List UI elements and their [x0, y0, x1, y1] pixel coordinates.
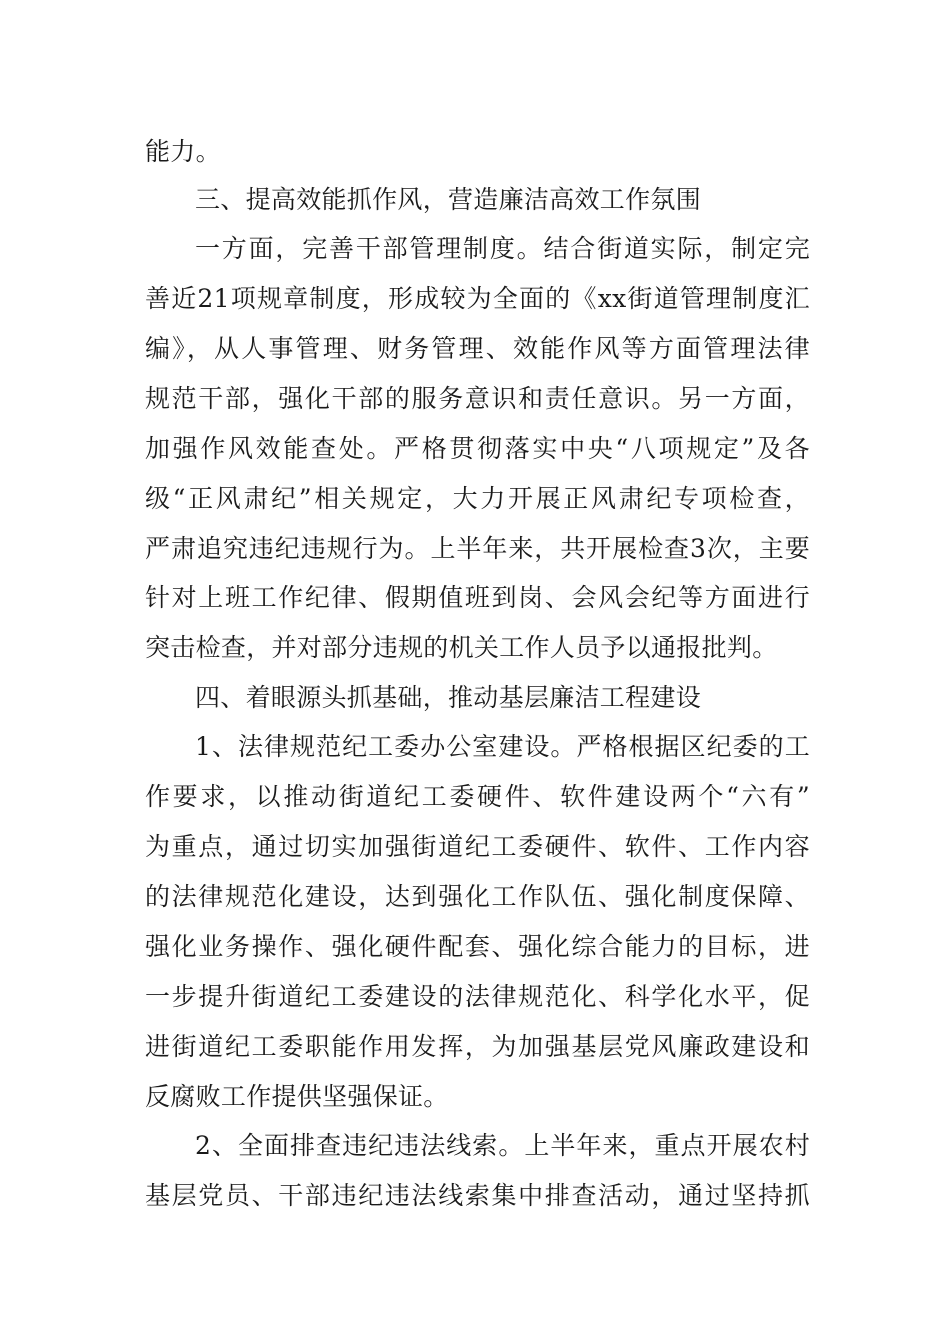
text-line: 强化业务操作、强化硬件配套、强化综合能力的目标，进 — [145, 932, 810, 961]
text-line: 编》，从人事管理、财务管理、效能作风等方面管理法律 — [145, 334, 810, 363]
text-line: 反腐败工作提供坚强保证。 — [145, 1082, 449, 1111]
text-line: 的法律规范化建设，达到强化工作队伍、强化制度保障、 — [145, 882, 810, 911]
text-line: 一方面，完善干部管理制度。结合街道实际，制定完 — [195, 234, 810, 263]
text-line: 进街道纪工委职能作用发挥，为加强基层党风廉政建设和 — [145, 1032, 810, 1061]
section-heading: 三、提高效能抓作风，营造廉洁高效工作氛围 — [195, 185, 702, 214]
text-line: 突击检查，并对部分违规的机关工作人员予以通报批判。 — [145, 633, 778, 662]
section-heading: 四、着眼源头抓基础，推动基层廉洁工程建设 — [195, 683, 702, 712]
text-line: 2、全面排查违纪违法线索。上半年来，重点开展农村 — [195, 1131, 810, 1160]
text-line: 针对上班工作纪律、假期值班到岗、会风会纪等方面进行 — [145, 583, 810, 612]
text-line: 严肃追究违纪违规行为。上半年来，共开展检查3次，主要 — [145, 534, 810, 563]
text-line: 为重点，通过切实加强街道纪工委硬件、软件、工作内容 — [145, 832, 810, 861]
text-line: 善近21项规章制度，形成较为全面的《xx街道管理制度汇 — [145, 284, 810, 313]
text-line: 级“正风肃纪”相关规定，大力开展正风肃纪专项检查， — [145, 484, 810, 513]
text-line: 一步提升街道纪工委建设的法律规范化、科学化水平，促 — [145, 982, 810, 1011]
text-line: 加强作风效能查处。严格贯彻落实中央“八项规定”及各 — [145, 434, 810, 463]
text-line: 规范干部，强化干部的服务意识和责任意识。另一方面， — [145, 384, 810, 413]
text-line: 基层党员、干部违纪违法线索集中排查活动，通过坚持抓 — [145, 1181, 810, 1210]
text-line: 能力。 — [145, 137, 221, 166]
text-line: 1、法律规范纪工委办公室建设。严格根据区纪委的工 — [195, 732, 810, 761]
text-line: 作要求，以推动街道纪工委硬件、软件建设两个“六有” — [145, 782, 810, 811]
